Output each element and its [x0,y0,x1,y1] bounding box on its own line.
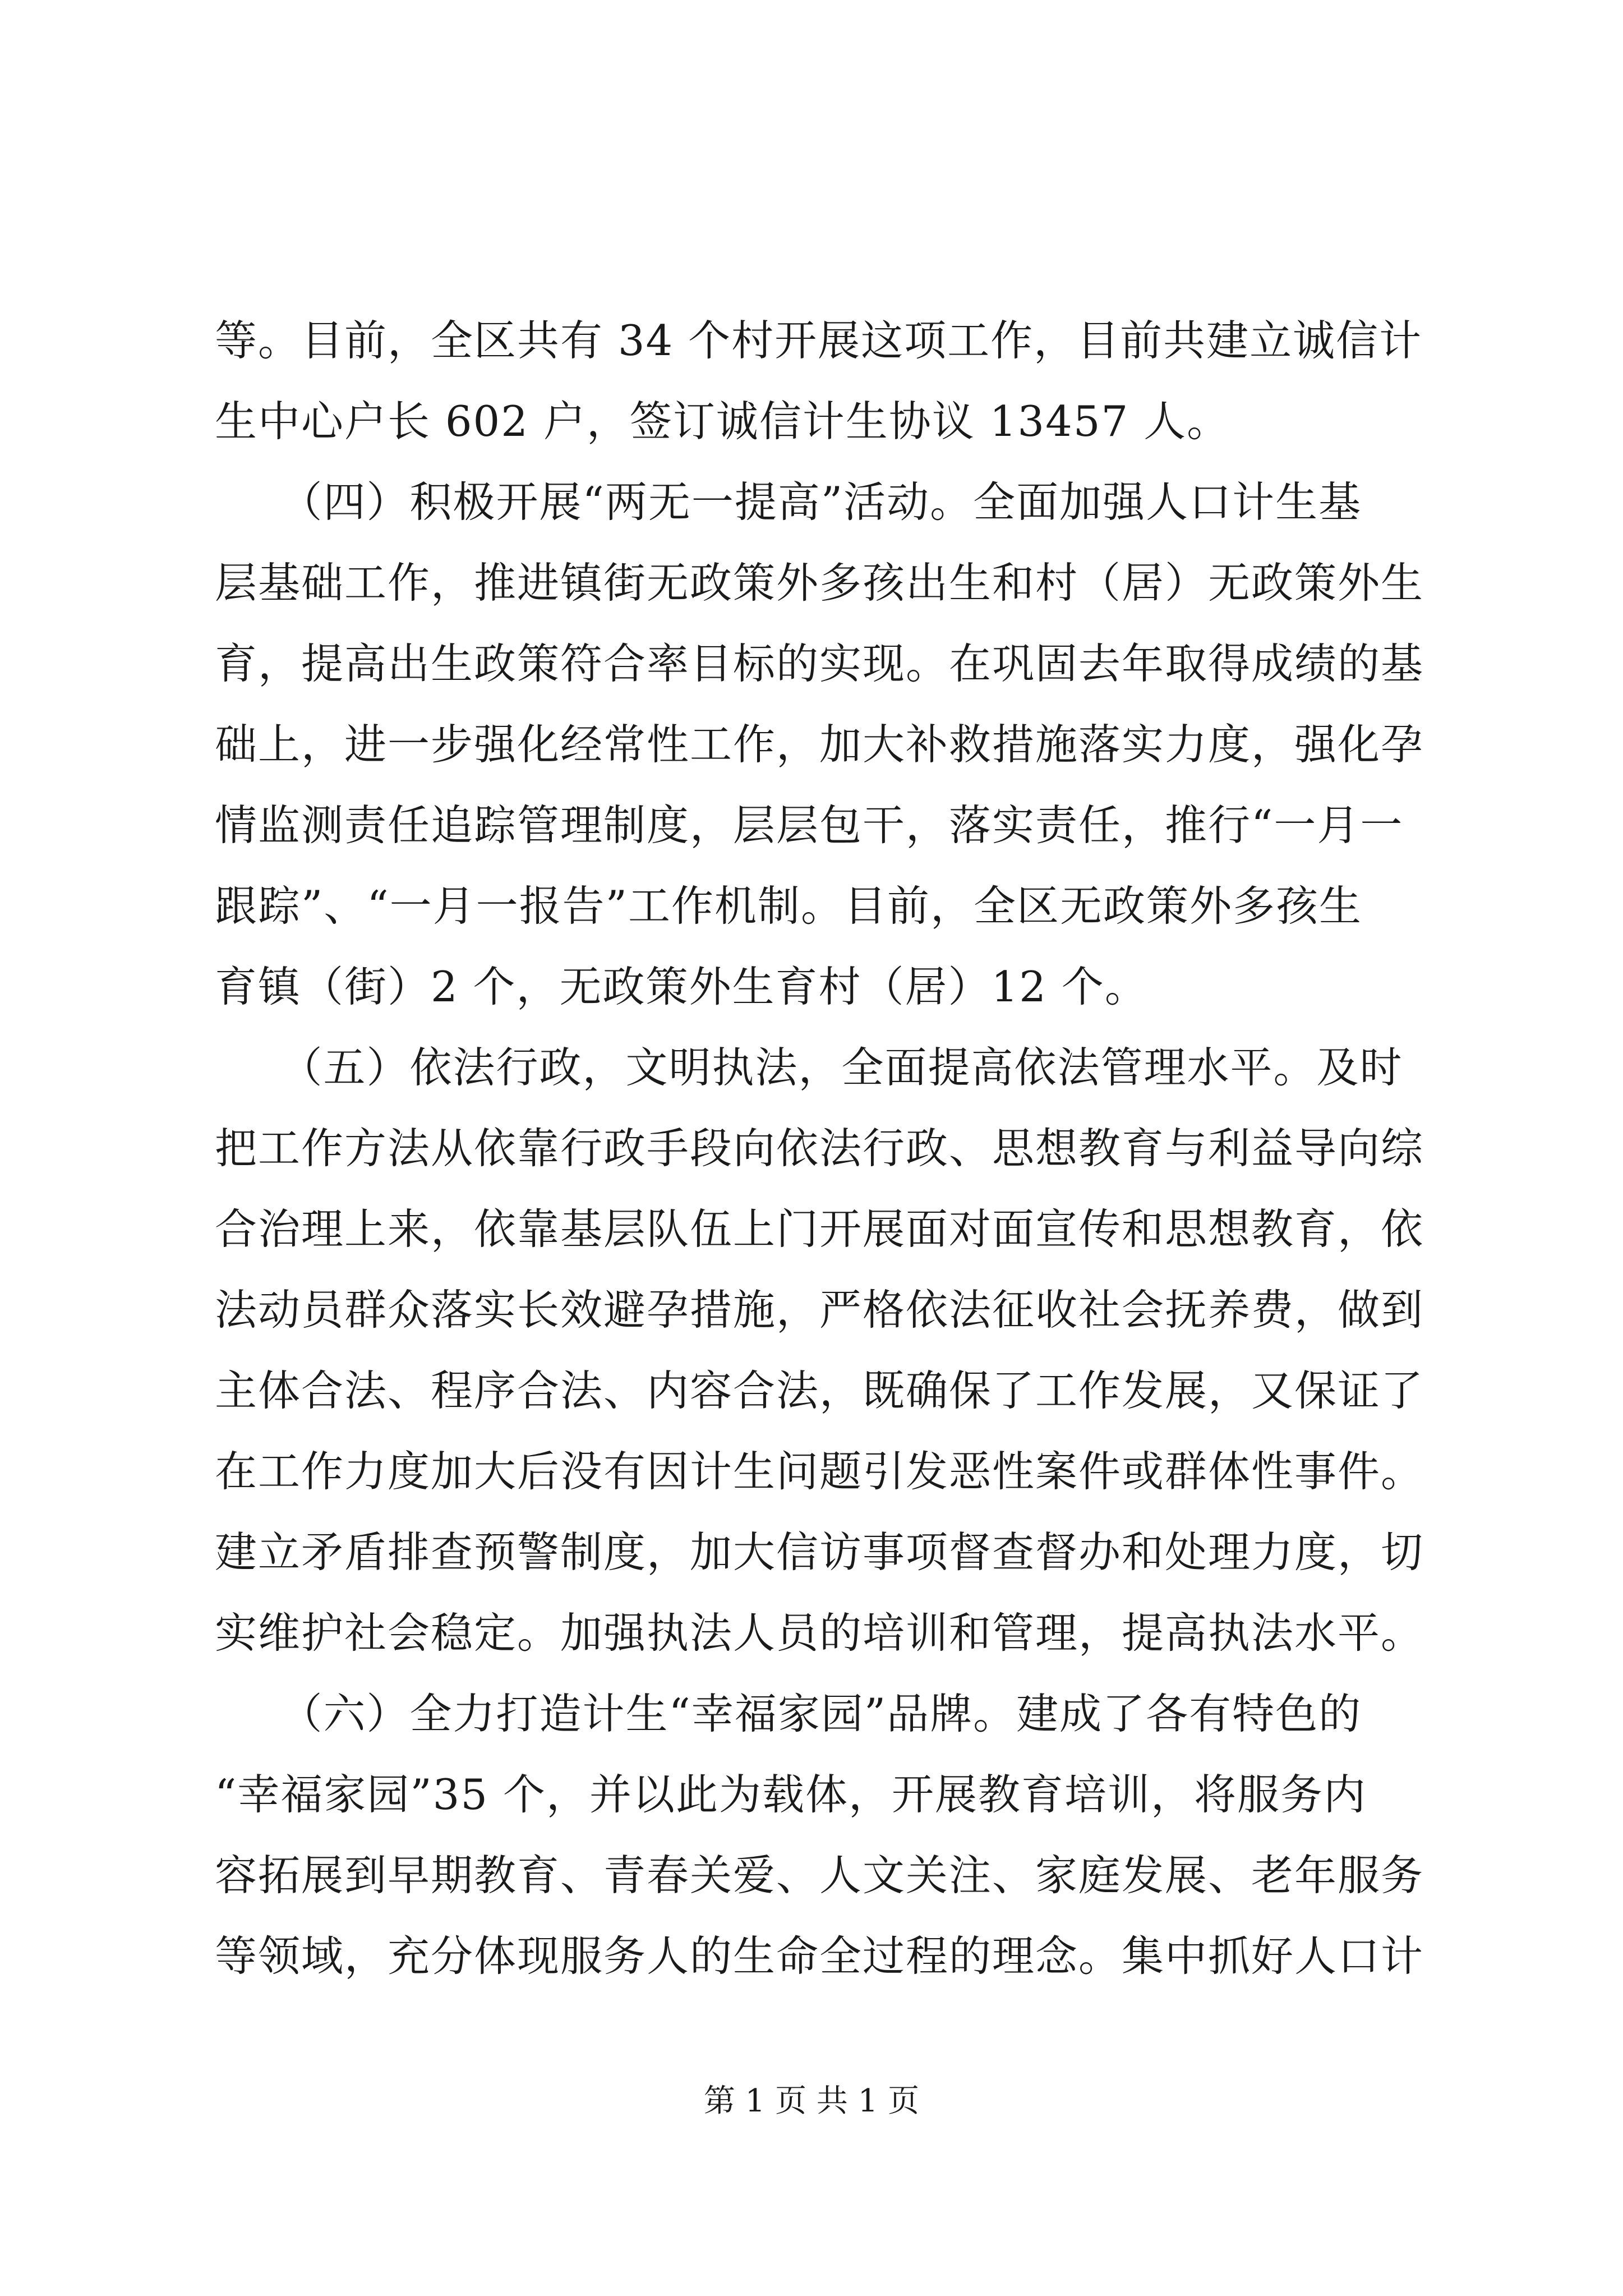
text-line: 主体合法、程序合法、内容合法，既确保了工作发展，又保证了 [215,1366,1424,1415]
text-line: 育镇（街）2 个，无政策外生育村（居）12 个。 [215,962,1148,1011]
text-line: 础上，进一步强化经常性工作，加大补救措施落实力度，强化孕 [215,720,1424,769]
document-body [215,300,1424,1996]
text-line: （六）全力打造计生“幸福家园”品牌。建成了各有特色的 [215,1689,1362,1738]
text-line: （四）积极开展“两无一提高”活动。全面加强人口计生基 [215,477,1362,527]
text-line: 在工作力度加大后没有因计生问题引发恶性案件或群体性事件。 [215,1447,1424,1496]
text-line: （五）依法行政，文明执法，全面提高依法管理水平。及时 [215,1043,1403,1092]
text-line: 建立矛盾排查预警制度，加大信访事项督查督办和处理力度，切 [215,1527,1424,1577]
text-line: 生中心户长 602 户，签订诚信计生协议 13457 人。 [215,397,1230,446]
text-line: 跟踪”、“一月一报告”工作机制。目前，全区无政策外多孩生 [215,881,1363,931]
text-line: “幸福家园”35 个，并以此为载体，开展教育培训，将服务内 [215,1770,1367,1819]
text-line: 等。目前，全区共有 34 个村开展这项工作，目前共建立诚信计 [215,316,1423,365]
text-line: 容拓展到早期教育、青春关爱、人文关注、家庭发展、老年服务 [215,1851,1424,1900]
text-line: 情监测责任追踪管理制度，层层包干，落实责任，推行“一月一 [215,800,1404,850]
text-line: 层基础工作，推进镇街无政策外多孩出生和村（居）无政策外生 [215,558,1424,608]
page-footer: 第 1 页 共 1 页 [703,2083,920,2119]
text-line: 把工作方法从依靠行政手段向依法行政、思想教育与利益导向综 [215,1124,1424,1173]
text-line: 等领域，充分体现服务人的生命全过程的理念。集中抓好人口计 [215,1931,1424,1981]
text-line: 法动员群众落实长效避孕措施，严格依法征收社会抚养费，做到 [215,1285,1424,1335]
text-line: 实维护社会稳定。加强执法人员的培训和管理，提高执法水平。 [215,1608,1424,1658]
text-line: 合治理上来，依靠基层队伍上门开展面对面宣传和思想教育，依 [215,1204,1424,1254]
text-line: 育，提高出生政策符合率目标的实现。在巩固去年取得成绩的基 [215,639,1424,688]
